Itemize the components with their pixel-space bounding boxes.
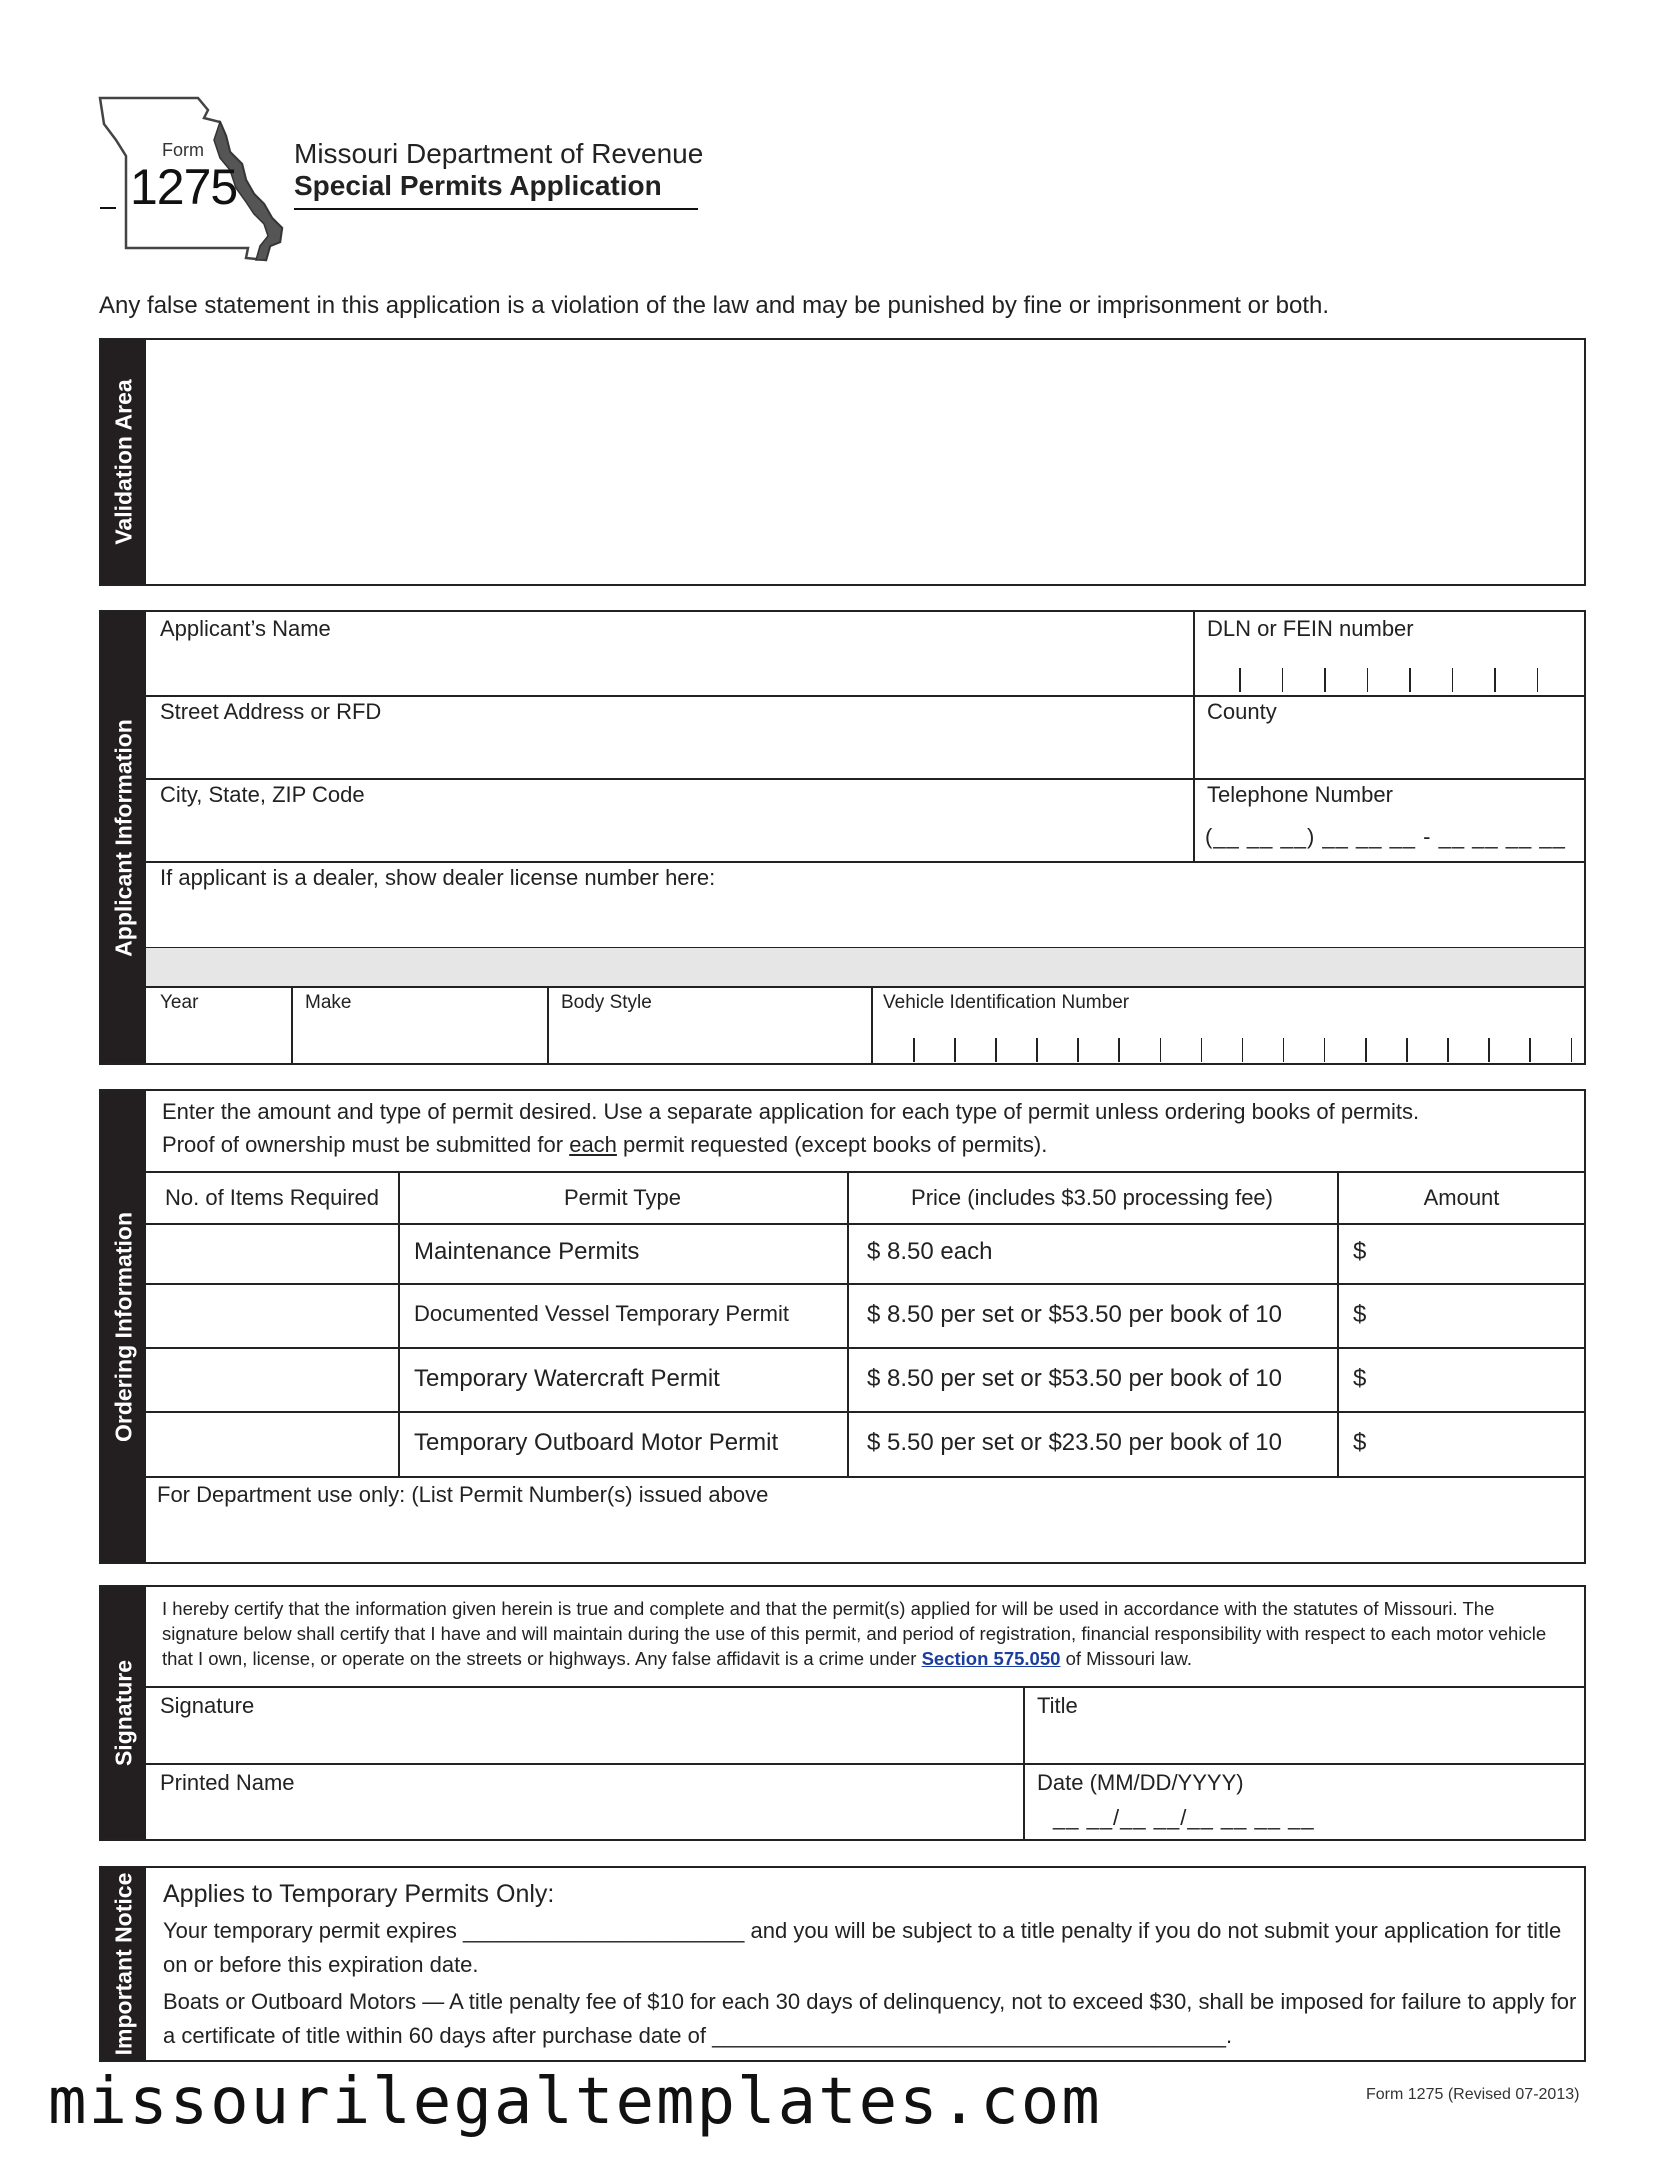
section-575-050-link[interactable]: Section 575.050 <box>921 1648 1061 1669</box>
title-underline <box>294 208 698 210</box>
important-notice-section <box>99 1866 1586 2062</box>
dln-digit-ticks <box>1239 668 1538 692</box>
vin-field[interactable]: Vehicle Identification Number <box>883 992 1130 1013</box>
items-input-outboard-motor[interactable] <box>156 1415 392 1471</box>
ordering-instructions-line2: Proof of ownership must be submitted for each permit requested (except books of permits). <box>162 1132 1048 1157</box>
form-title: Special Permits Application <box>294 170 662 201</box>
price-watercraft: $ 8.50 per set or $53.50 per book of 10 <box>867 1365 1282 1392</box>
validation-area-sidebar: Validation Area <box>101 340 146 584</box>
applicant-information-sidebar: Applicant Information <box>101 612 146 1063</box>
col-items-required: No. of Items Required <box>165 1185 379 1210</box>
amount-watercraft[interactable]: $ <box>1353 1365 1367 1392</box>
signature-field[interactable]: Signature <box>160 1693 255 1718</box>
col-price: Price (includes $3.50 processing fee) <box>911 1185 1273 1210</box>
make-field[interactable]: Make <box>305 992 352 1013</box>
form-word: Form <box>162 140 204 160</box>
printed-name-field[interactable]: Printed Name <box>160 1770 295 1795</box>
dln-fein-field[interactable]: DLN or FEIN number <box>1207 616 1414 641</box>
year-field[interactable]: Year <box>160 992 199 1013</box>
false-statement-warning: Any false statement in this application is a violation of the law and may be punished by fine or imprisonment or both. <box>99 292 1330 319</box>
items-input-documented-vessel[interactable] <box>156 1287 392 1343</box>
permit-type-outboard-motor: Temporary Outboard Motor Permit <box>414 1429 779 1456</box>
permit-type-watercraft: Temporary Watercraft Permit <box>414 1365 720 1392</box>
validation-area-section <box>99 338 1586 586</box>
body-style-field[interactable]: Body Style <box>561 992 652 1013</box>
signature-section <box>99 1585 1586 1841</box>
ordering-information-section <box>99 1089 1586 1564</box>
applicant-name-field[interactable]: Applicant’s Name <box>160 616 331 641</box>
form-revision: Form 1275 (Revised 07-2013) <box>1366 2086 1580 2103</box>
col-permit-type: Permit Type <box>564 1185 681 1210</box>
department-use-field: For Department use only: (List Permit Number(s) issued above <box>157 1482 769 1507</box>
ordering-information-sidebar: Ordering Information <box>101 1091 146 1562</box>
notice-penalty-line2: a certificate of title within 60 days after purchase date of __________________________________________. <box>163 2023 1233 2048</box>
header-dash <box>100 207 116 209</box>
important-notice-sidebar: Important Notice <box>101 1868 146 2060</box>
notice-expiration-line2: on or before this expiration date. <box>163 1952 479 1977</box>
shaded-separator <box>146 948 1584 986</box>
items-input-maintenance[interactable] <box>156 1227 392 1279</box>
amount-outboard-motor[interactable]: $ <box>1353 1429 1367 1456</box>
applicant-information-section <box>99 610 1586 1065</box>
city-state-zip-field[interactable]: City, State, ZIP Code <box>160 782 365 807</box>
street-address-field[interactable]: Street Address or RFD <box>160 699 382 724</box>
county-field[interactable]: County <box>1207 699 1277 724</box>
watermark-text: missourilegaltemplates.com <box>48 2065 1102 2139</box>
notice-heading: Applies to Temporary Permits Only: <box>163 1880 555 1908</box>
ordering-instructions-line1: Enter the amount and type of permit desired. Use a separate application for each type of permit unless ordering books of permits. <box>162 1099 1420 1124</box>
items-input-watercraft[interactable] <box>156 1351 392 1407</box>
amount-maintenance[interactable]: $ <box>1353 1238 1367 1265</box>
price-maintenance: $ 8.50 each <box>867 1238 993 1265</box>
notice-penalty-line1: Boats or Outboard Motors — A title penalty fee of $10 for each 30 days of delinquency, not to exceed $30, shall be imposed for failure to apply for <box>163 1989 1577 2014</box>
title-field[interactable]: Title <box>1037 1693 1078 1718</box>
permit-type-maintenance: Maintenance Permits <box>414 1238 640 1265</box>
form-number: 1275 <box>130 159 238 215</box>
date-field[interactable]: Date (MM/DD/YYYY) <box>1037 1770 1244 1795</box>
price-outboard-motor: $ 5.50 per set or $23.50 per book of 10 <box>867 1429 1282 1456</box>
department-name: Missouri Department of Revenue <box>294 138 704 169</box>
telephone-field[interactable]: Telephone Number <box>1207 782 1393 807</box>
col-amount: Amount <box>1423 1185 1500 1210</box>
signature-sidebar: Signature <box>101 1587 146 1839</box>
price-documented-vessel: $ 8.50 per set or $53.50 per book of 10 <box>867 1301 1282 1328</box>
amount-documented-vessel[interactable]: $ <box>1353 1301 1367 1328</box>
permit-type-documented-vessel: Documented Vessel Temporary Permit <box>414 1301 789 1326</box>
telephone-mask: (__ __ __) __ __ __ - __ __ __ __ <box>1205 824 1566 849</box>
certification-text: I hereby certify that the information given herein is true and complete and that the permit(s) applied for will be used in accordance with the statutes of Missouri. The signature below shall certify that I have and will maintain during the use of this permit, and period of registration, financial responsibility with respect to each motor vehicle that I own, license, or operate on the streets or highways. Any false affidavit is a crime under Section 575.050 of Missouri law. <box>162 1598 1547 1669</box>
notice-expiration-line1: Your temporary permit expires _______________________ and you will be subject to a title penalty if you do not submit your application for title <box>163 1918 1562 1943</box>
date-mask: __ __/__ __/__ __ __ __ <box>1053 1805 1315 1830</box>
vin-digit-ticks <box>913 1038 1572 1062</box>
dealer-license-field[interactable]: If applicant is a dealer, show dealer license number here: <box>160 865 716 890</box>
